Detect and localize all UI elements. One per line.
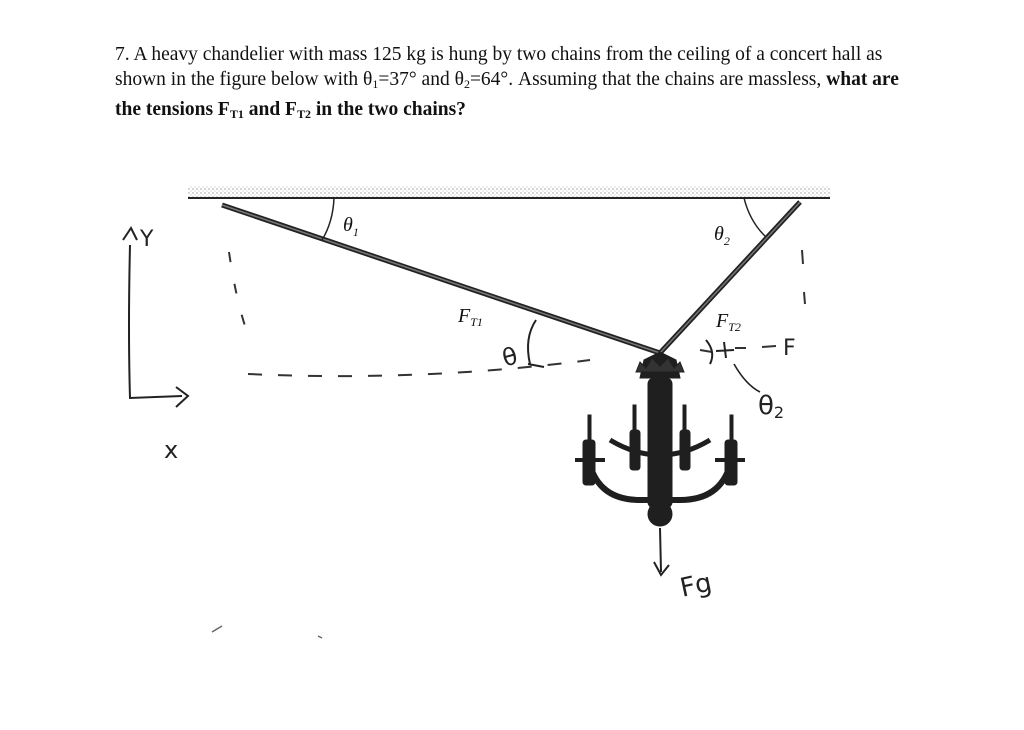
hand-theta-left-arc	[528, 320, 544, 367]
ft2-sub: T2	[296, 107, 311, 121]
hand-arrow-theta2	[734, 364, 760, 392]
theta1-sub: 1	[372, 77, 379, 91]
fg-arrow	[654, 528, 669, 575]
ft1-sub: T1	[229, 107, 244, 121]
question-part-1: what are the tensions F	[115, 69, 899, 120]
problem-text: A heavy chandelier with mass 125 kg is hung by two chains from the ceiling of a concert hall as shown in the figure below with θ	[115, 44, 883, 90]
y-axis	[129, 245, 182, 398]
ft1-label: $F_{T1}$	[458, 305, 483, 329]
theta2-value: =64°. Assuming that the chains are massless,	[469, 69, 827, 90]
hand-f-right: F	[783, 336, 796, 361]
hand-theta-left: θ	[499, 341, 521, 373]
chandelier	[575, 352, 745, 526]
hand-y-label: Y	[140, 227, 154, 252]
stray-mark-bottom	[212, 626, 322, 638]
chain-1-highlight	[222, 205, 660, 353]
hand-theta2: θ2	[758, 391, 785, 422]
question-part-3: in the two chains?	[310, 99, 466, 120]
question-part-2: and F	[243, 99, 297, 120]
theta2-arc	[744, 198, 766, 237]
y-axis-arrowhead	[123, 228, 137, 240]
hand-x-label: x	[164, 436, 179, 464]
dashed-horizontal	[248, 360, 590, 376]
ceiling-hatch	[188, 186, 830, 198]
theta1-label: $\theta_1$	[343, 214, 359, 239]
theta1-arc	[322, 198, 334, 240]
problem-number: 7.	[115, 44, 130, 65]
theta1-value: =37° and θ	[378, 69, 464, 90]
hand-plus-mark	[716, 342, 734, 358]
hand-fg-label: Fg	[677, 567, 715, 604]
theta2-sub: 2	[463, 77, 470, 91]
hand-dash-right	[802, 250, 805, 304]
dashed-swing-arc	[229, 252, 247, 332]
ft2-label: $F_{T2}$	[716, 310, 741, 334]
theta2-label: $\theta_2$	[714, 223, 730, 248]
